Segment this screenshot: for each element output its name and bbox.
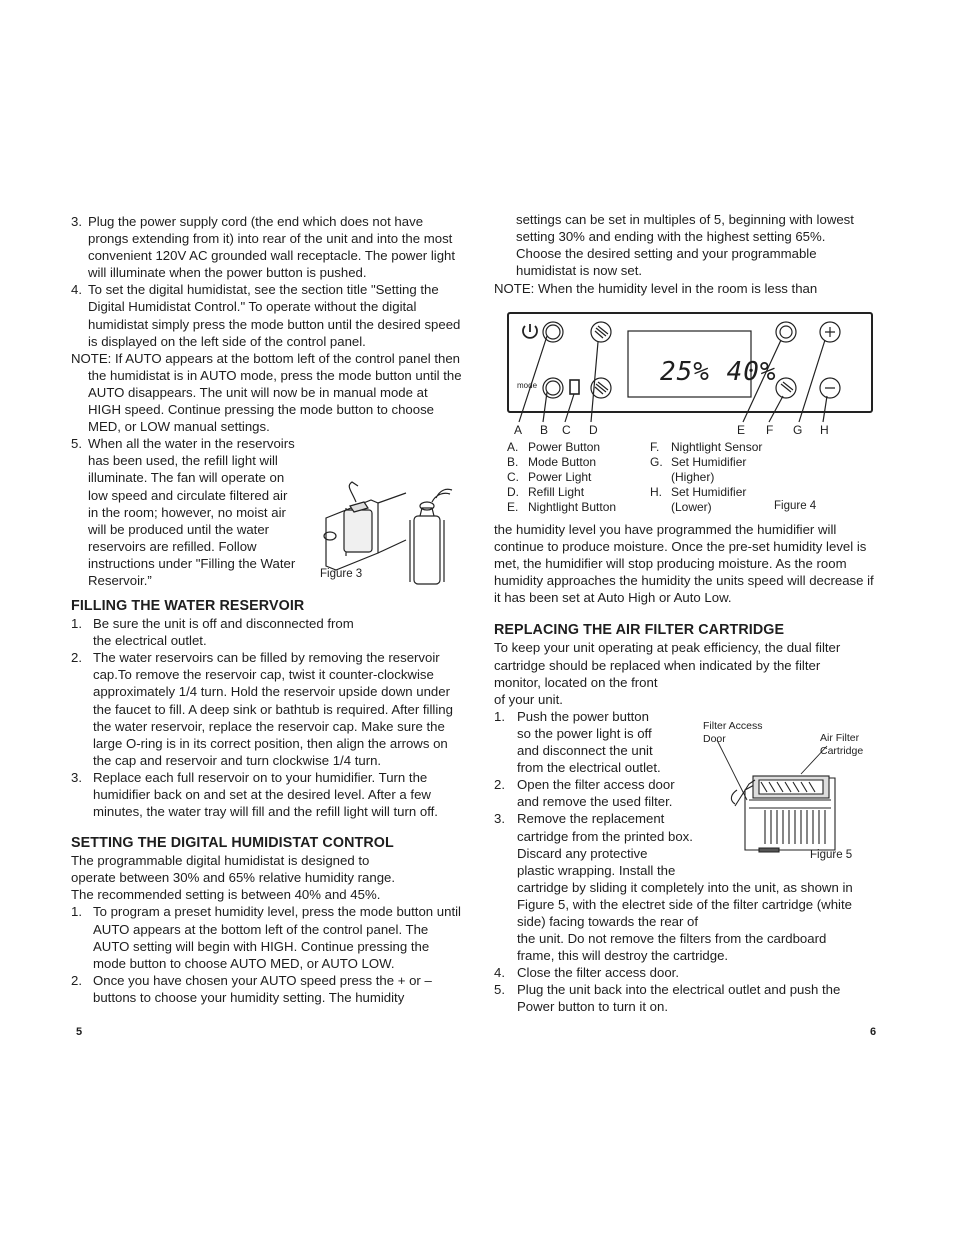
letter-g: G [793, 423, 803, 437]
legend-row: E. Nightlight Button (Lower) [507, 500, 712, 514]
fill-step-3: 3. Replace each full reservoir on to your humidifier. Turn the humidifier back on and set at the desired level. After a few minutes, the water tray will fill and the refill light will turn off. [71, 769, 438, 820]
step-text: To set the digital humidistat, see the section title "Setting the Digital Humidistat Control." To operate without the digital humidistat simply press the mode button until the desired speed is displayed on the left side of the control panel. [88, 282, 461, 349]
step-number: 4. [71, 282, 82, 298]
filter-cartridge-label: Air Filter Cartridge [820, 732, 864, 757]
step-5-text: When all the water in the reservoirs has been used, the refill light will illuminate. The fan will operate on low speed and circulate filtered air in the room; however, no moist air will be produced until the water reservoirs are refilled. Follow instructions under "Filling the Water Reservoir.” [88, 436, 296, 588]
set-step-2: 2. Once you have chosen your AUTO speed press the + or – buttons to choose your humidity setting. The humidity [71, 972, 432, 1005]
humidity-settings-cont: settings can be set in multiples of 5, beginning with lowest setting 30% and ending with the highest setting 65%. Choose the desired setting and your programmable humidistat is now set. [516, 212, 854, 279]
panel-legend [507, 440, 762, 515]
replacing-intro: To keep your unit operating at peak efficiency, the dual filter cartridge should be replaced when indicated by the filter monitor, located on the front of your unit. [494, 640, 841, 707]
filling-heading: FILLING THE WATER RESERVOIR [71, 598, 305, 615]
letter-b: B [540, 423, 549, 437]
setting-heading: SETTING THE DIGITAL HUMIDISTAT CONTROL [71, 835, 394, 852]
after-panel-text: the humidity level you have programmed the humidifier will continue to produce moisture. Once the pre-set humidity level is met, the humidifier will stop producing moisture. As the room humidity approaches the humidity the units speed will decrease if it has been set at Auto High or Auto Low. [494, 522, 874, 606]
step-number: 3. [71, 214, 82, 229]
step-3 [71, 213, 463, 281]
replace-step-2: 2. Open the filter access door and remove the used filter. [494, 777, 675, 810]
fill-step-1: 1. Be sure the unit is off and disconnected from the electrical outlet. [71, 616, 354, 649]
humidity-note: NOTE: When the humidity level in the room is less than [494, 281, 818, 297]
replace-step-5: 5. Plug the unit back into the electrical outlet and push the Power button to turn it on. [494, 982, 841, 1015]
letter-c: C [562, 423, 571, 437]
step-number: 5. [71, 436, 82, 452]
letter-h: H [820, 423, 829, 437]
replace-step-1: 1. Push the power button so the power light is off and disconnect the unit from the electrical outlet. [494, 708, 661, 776]
auto-note: NOTE: If AUTO appears at the bottom left of the control panel then the humidistat is in AUTO mode, press the mode button until the AUTO disappears. The unit will now be in manual mode at HIGH speed. Continue pressing the mode button to choose MED, or LOW manual settings. [71, 350, 462, 435]
step-text: Plug the power supply cord (the end which does not have prongs extending from it) into rear of the unit and into the most convenient 120V AC grounded wall receptacle. The power light will illuminate when the power button is pushed. [88, 214, 456, 281]
step-4 [71, 281, 463, 349]
mode-label: mode [517, 381, 538, 390]
page-number-left: 5 [76, 1026, 83, 1038]
figure-3-label: Figure 3 [320, 568, 363, 580]
letter-f: F [766, 423, 774, 437]
page-number-right: 6 [870, 1026, 877, 1038]
replace-step-4: 4. Close the filter access door. [494, 965, 679, 981]
legend-row: B. Mode Button G. Set Humidifier [507, 455, 747, 469]
legend-row: C. Power Light (Higher) [507, 470, 715, 484]
figure-5-illustration [705, 740, 875, 865]
figure-4-label: Figure 4 [774, 500, 817, 512]
legend-row: D. Refill Light H. Set Humidifier [507, 485, 747, 499]
setting-intro: The programmable digital humidistat is designed to operate between 30% and 65% relative humidity range. The recommended setting is between 40% and 45%. [71, 853, 396, 903]
replacing-heading: REPLACING THE AIR FILTER CARTRIDGE [494, 622, 785, 639]
fill-step-2: 2. The water reservoirs can be filled by removing the reservoir cap.To remove the reservoir cap, twist it counter-clockwise approximately 1/4 turn. Hold the reservoir upside down under the faucet to fill. A deep sink or bathtub is required. After filling the water reservoir, replace the reservoir cap. Make sure the large O-ring is in its correct position, then align the arrows on the cap and reservoir and turn clockwise 1/4 turn. [71, 650, 453, 768]
filter-door-label: Filter Access Door [703, 720, 763, 745]
right-column-top [494, 211, 874, 297]
letter-d: D [589, 423, 598, 437]
replace-step-3: 3. Remove the replacement cartridge from the printed box. Discard any protective plastic wrapping. Install the cartridge by sliding it completely into the unit, as shown in Figure 5, with the electret side of the filter cartridge (white side) facing towards the rear of the unit. Do not remove the filters from the cardboard frame, this will destroy the cartridge. [494, 811, 853, 964]
letter-e: E [737, 423, 746, 437]
figure-5-label: Figure 5 [810, 849, 853, 861]
legend-row: A. Power Button F. Nightlight Sensor [507, 440, 763, 454]
left-column [71, 213, 463, 1006]
letter-a: A [514, 423, 523, 437]
set-step-1: 1. To program a preset humidity level, press the mode button until AUTO appears at the bottom left of the control panel. The AUTO setting will begin with HIGH. Continue pressing the mode button to choose AUTO MED, or AUTO LOW. [71, 904, 461, 971]
figure-3-illustration [316, 478, 466, 598]
display-readout: 25% 40% [660, 357, 777, 387]
